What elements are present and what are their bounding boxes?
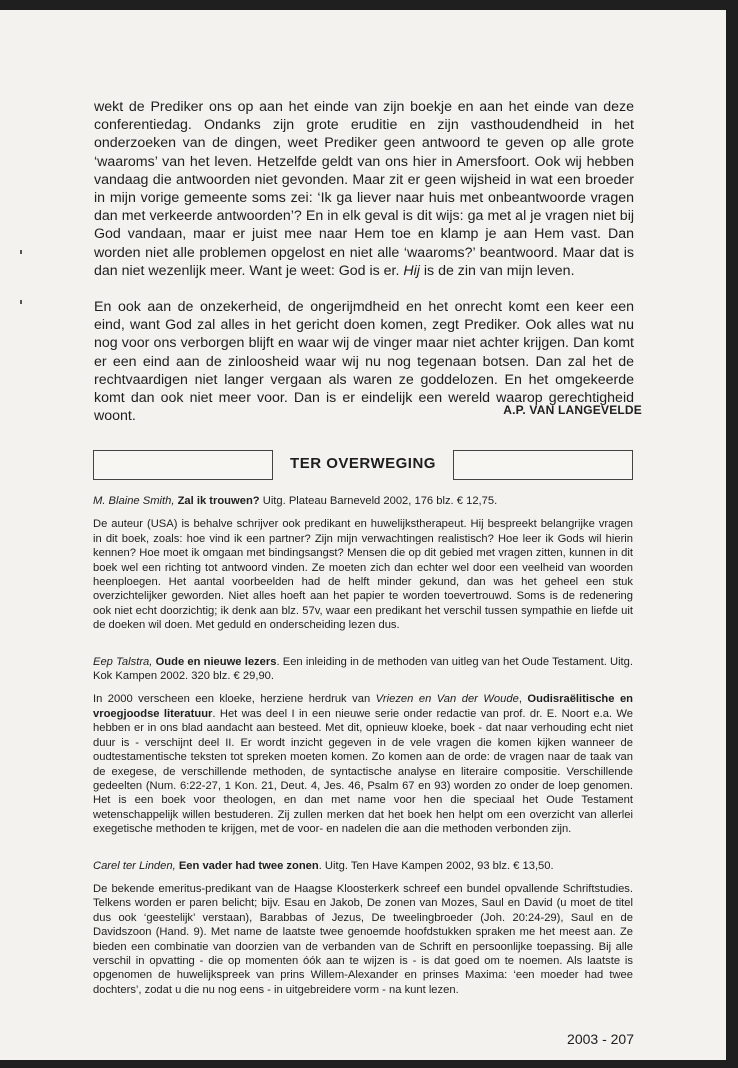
review-author: Carel ter Linden,: [93, 859, 176, 872]
article-signature: A.P. VAN LANGEVELDE: [503, 403, 642, 417]
review-body: De bekende emeritus-predikant van de Haagse Kloosterkerk schreef een bundel opvallende Schriftstudies. Telkens worden er paren belicht; bijv. Esau en Jakob, De zonen van Mozes, Saul en David (u moet de titel dus ook ‘geestelijk’ verstaan), Barabbas of Jezus, De tweelingbroeder (Joh. 20:24-29), Saul en de Davidszoon (Hand. 9). Met name de laatste twee genoemde hoofdstukken spraken me het meest aan. Ze bieden een combinatie van doorzien van de verbanden van de Schrift en persoonlijke toepassing. Bij alle verschil in opvatting - die op momenten óók aan te wijzen is - is dat goed om te noemen. Als laatste is opgenomen de huwelijkspreek van prins Willem-Alexander en prinses Maxima: ‘een moeder had twee dochters’, zodat u die nu nog eens - in uitgebreidere vorm - na kunt lezen.: [93, 882, 633, 996]
page-number: 2003 - 207: [567, 1031, 634, 1047]
article-body: [94, 98, 634, 425]
book-review: [93, 494, 633, 633]
review-book-title: Oude en nieuwe lezers: [155, 655, 277, 668]
review-author: Eep Talstra,: [93, 655, 153, 668]
scan-edge-top: [0, 0, 738, 10]
header-box-left: [93, 450, 273, 480]
book-reviews: [93, 494, 633, 1019]
cited-title: Oudisraëlitische en vroegjoodse literatuur: [93, 693, 634, 720]
section-title: TER OVERWEGING: [290, 455, 436, 472]
section-header: [93, 450, 633, 480]
review-heading: [93, 655, 633, 684]
review-details: . Een inleiding in de methoden van uitleg van het Oude Testament. Uitg. Kok Kampen 2002. 320 blz. € 29,90.: [93, 655, 633, 683]
scan-edge-bottom: [0, 1060, 738, 1068]
header-box-right: [453, 450, 633, 480]
cited-authors: Vriezen en Van der Woude: [375, 693, 519, 706]
article-paragraph: En ook aan de onzekerheid, de ongerijmdheid en het onrecht komt een keer een eind, want God zal alles in het gericht doen komen, zegt Prediker. Ook alles wat nu nog voor ons verborgen blijft en waar wij de vinger maar niet achter krijgen. Dan komt er een eind aan de zinloosheid waar wij nu nog tegenaan botsen. Dan zal het de rechtvaardigen niet langer vergaan als waren ze goddelozen. En het omgekeerde komt dan ook niet meer voor. Dan is er eindelijk een wereld waarop gerechtigheid woont.: [94, 299, 634, 425]
review-details: . Uitg. Ten Have Kampen 2002, 93 blz. € 13,50.: [318, 859, 554, 872]
book-review: [93, 859, 633, 998]
review-body: In 2000 verscheen een kloeke, herziene herdruk van Vriezen en Van der Woude, Oudisraëlitische en vroegjoodse literatuur. Het was deel I in een nieuwe serie onder redactie van prof. dr. E. Noort e.a. We hebben er in ons blad aandacht aan besteed. Met dit, opnieuw kloeke, boek - dat naar verhouding echt niet duur is - verschijnt deel II. Er wordt inzicht gegeven in de vele vragen die komen kijken wanneer de oudtestamentische teksten tot spreken moeten komen. Zo komen aan de orde: de vragen naar de taak van de exegese, de verschillende methoden, de syntactische analyse en literaire compositie. Verschillende gedeelten (Num. 6:22-27, 1 Kon. 21, Deut. 4, Jes. 46, Psalm 67 en 93) worden zo onder de loep genomen. Het is een boek voor theologen, en dan met name voor hen die speciaal het Oude Testament wetenschappelijk willen bestuderen. Zij zullen merken dat het boek hen helpt om een overzicht van allerlei exegetische methoden te krijgen, met de voor- en nadelen die aan die methoden verbonden zijn.: [93, 693, 634, 836]
book-review: [93, 655, 633, 837]
emphasis: Hij: [403, 262, 420, 279]
scan-edge-right: [726, 0, 738, 1068]
review-heading: [93, 494, 633, 508]
review-book-title: Een vader had twee zonen: [178, 859, 319, 872]
review-details: Uitg. Plateau Barneveld 2002, 176 blz. € 12,75.: [259, 495, 498, 507]
margin-mark: [20, 250, 22, 254]
review-heading: [93, 859, 633, 873]
article-paragraph: wekt de Prediker ons op aan het einde van zijn boekje en aan het einde van deze conferentiedag. Ondanks zijn grote eruditie en zijn vasthoudendheid in het onderzoeken van de dingen, weet Prediker geen antwoord te geven op alle grote ‘waaroms’ van het leven. Hetzelfde geldt van ons hier in Amersfoort. Ook wij hebben vandaag die antwoorden niet gevonden. Maar zit er geen wijsheid in wat een broeder in mijn vorige gemeente soms zei: ‘Ik ga liever naar huis met onbeantwoorde vragen dan met verkeerde antwoorden’? En in elk geval is dit wijs: ga met al je vragen niet bij God vandaan, maar er juist mee naar Hem toe en klamp je aan Hem vast. Dan worden niet alle problemen opgelost en niet alle ‘waaroms?’ beantwoord. Maar dat is dan niet wezenlijk meer. Want je weet: God is er. Hij is de zin van mijn leven.: [94, 99, 634, 279]
review-author: M. Blaine Smith,: [93, 495, 175, 507]
review-book-title: Zal ik trouwen?: [177, 495, 260, 507]
margin-mark: [20, 300, 22, 304]
review-body: De auteur (USA) is behalve schrijver ook predikant en huwelijkstherapeut. Hij bespreekt belangrijke vragen in dit boek, zoals: hoe vind ik een partner? Zijn mijn verwachtingen realistisch? Hoe leer ik Gods wil hierin kennen? Hoe moet ik omgaan met bindingsangst? Mensen die op dit gebied met vragen zitten, kunnen in dit boek wel een richting tot antwoord vinden. Ze moeten zich dan echter wel door een veelheid van woorden heenploegen. Het aantal voorbeelden had de helft minder gekund, dan was het geheel een stuk overzichtelijker geworden. Niet alles hoeft aan het papier te worden toevertrouwd. Soms is de redenering ook niet echt doorzichtig; ik denk aan blz. 57v, waar een predikant het verschil tussen sympathie en liefde uit de doeken wil doen. Met geduld en onderscheiding lezen dus.: [93, 518, 633, 632]
